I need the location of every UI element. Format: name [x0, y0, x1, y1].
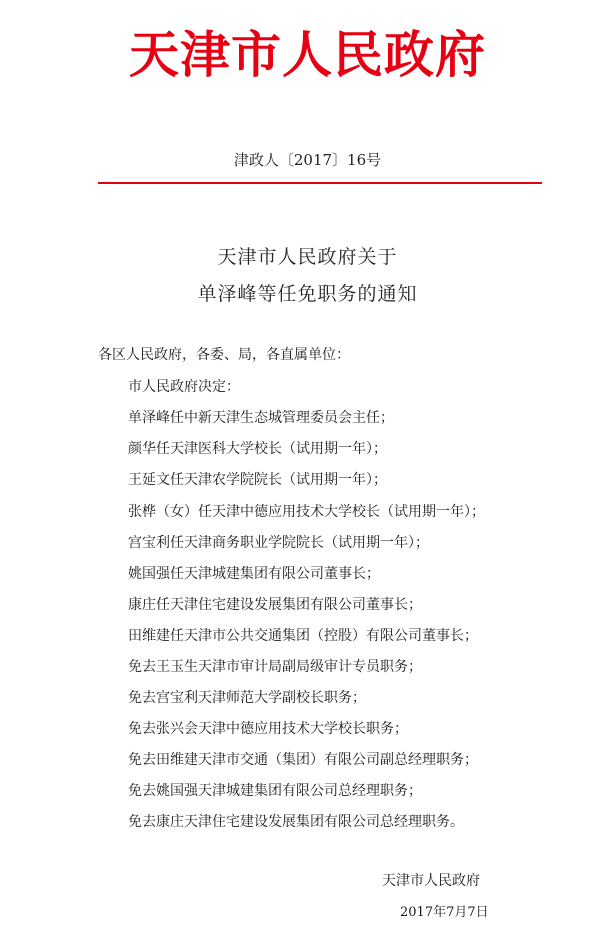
- appointment-item-7: 康庄任天津住宅建设发展集团有限公司董事长；: [128, 597, 422, 613]
- document-title-line-2: 单泽峰等任免职务的通知: [197, 283, 418, 305]
- document-title-line-1: 天津市人民政府关于: [217, 246, 398, 268]
- document-number: 津政人〔2017〕16号: [233, 151, 382, 169]
- red-divider-line: [98, 182, 542, 184]
- issue-date: 2017年7月7日: [400, 905, 489, 920]
- salutation: 各区人民政府，各委、局，各直属单位：: [98, 347, 350, 363]
- appointment-item-2: 颜华任天津医科大学校长（试用期一年）；: [128, 441, 387, 457]
- appointment-item-8: 田维建任天津市公共交通集团（控股）有限公司董事长；: [128, 628, 478, 644]
- removal-item-6: 免去康庄天津住宅建设发展集团有限公司总经理职务。: [128, 814, 464, 830]
- appointment-item-3: 王延文任天津农学院院长（试用期一年）；: [128, 472, 387, 488]
- appointment-item-5: 宫宝利任天津商务职业学院院长（试用期一年）；: [128, 535, 429, 551]
- appointment-item-6: 姚国强任天津城建集团有限公司董事长；: [128, 566, 380, 582]
- signature-issuer: 天津市人民政府: [382, 873, 480, 889]
- removal-item-3: 免去张兴会天津中德应用技术大学校长职务；: [128, 721, 408, 737]
- removal-item-4: 免去田维建天津市交通（集团）有限公司副总经理职务；: [128, 752, 478, 768]
- removal-item-1: 免去王玉生天津市审计局副局级审计专员职务；: [128, 659, 422, 675]
- appointment-item-4: 张桦（女）任天津中德应用技术大学校长（试用期一年）；: [128, 504, 485, 520]
- decision-intro: 市人民政府决定：: [128, 379, 240, 395]
- appointment-item-1: 单泽峰任中新天津生态城管理委员会主任；: [128, 410, 394, 426]
- removal-item-2: 免去宫宝利天津师范大学副校长职务；: [128, 690, 366, 706]
- issuer-header-title: 天津市人民政府: [129, 25, 486, 84]
- removal-item-5: 免去姚国强天津城建集团有限公司总经理职务；: [128, 783, 422, 799]
